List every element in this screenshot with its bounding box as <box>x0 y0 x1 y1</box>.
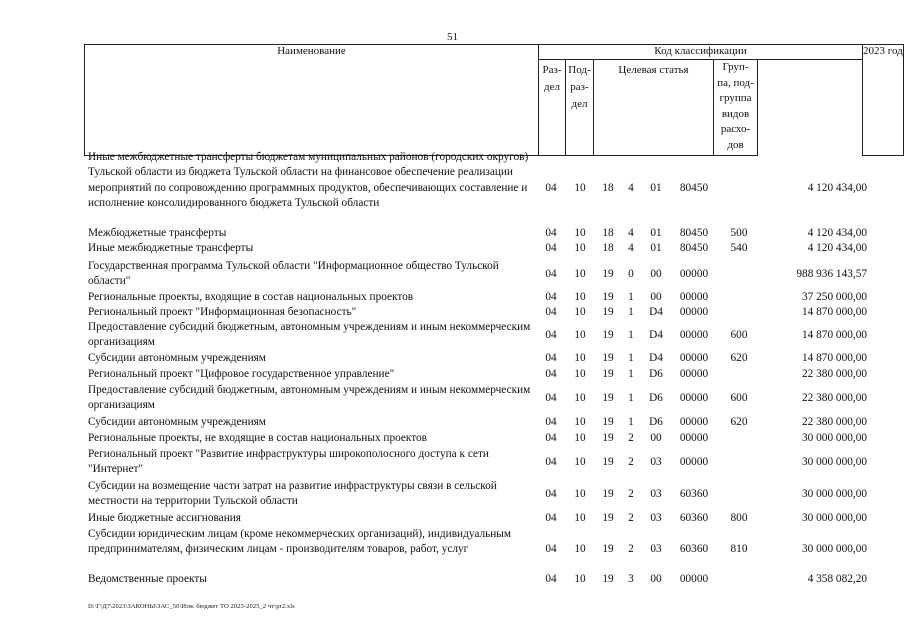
code-r: 04 <box>545 328 557 341</box>
code-b: 4 <box>628 181 634 194</box>
code-pr: 10 <box>574 416 586 428</box>
code-c: 01 <box>650 227 662 239</box>
file-path-footer: D:\Г\Д7\2023\ЗАКОНЫ\ЗАС_50\Изм. бюджет ТО 2023-2025_2 чт\pr2.xls <box>88 603 295 610</box>
code-b: 2 <box>628 512 634 524</box>
row-name: Региональные проекты, не входящие в состав национальных проектов <box>88 432 428 444</box>
row-name: Ведомственные проекты <box>88 573 207 585</box>
code-c: D6 <box>649 368 663 380</box>
code-r: 04 <box>545 573 557 585</box>
code-a: 19 <box>602 487 614 500</box>
table-row <box>0 431 905 446</box>
code-r: 04 <box>545 432 557 444</box>
code-c: D4 <box>649 306 663 318</box>
table-row <box>0 226 905 241</box>
table-row <box>0 511 905 526</box>
header-target: Целевая статья <box>594 60 714 156</box>
code-pr: 10 <box>574 543 586 556</box>
row-name: Региональные проекты, входящие в состав национальных проектов <box>88 291 414 303</box>
code-c: 00 <box>650 291 662 303</box>
row-name: Региональный проект "Развитие инфраструктуры широкополосного доступа к сети "Интернет" <box>88 448 489 476</box>
code-c: 01 <box>650 181 662 194</box>
code-r: 04 <box>545 227 557 239</box>
amount: 30 000 000,00 <box>802 543 867 556</box>
code-a: 19 <box>602 368 614 380</box>
header-razdel: Раз- дел <box>539 60 566 156</box>
code-pr: 10 <box>574 328 586 341</box>
code-pr: 10 <box>574 487 586 500</box>
code-a: 19 <box>602 512 614 524</box>
code-a: 19 <box>602 291 614 303</box>
table-row <box>0 479 905 510</box>
code-d: 00000 <box>679 573 709 585</box>
code-pr: 10 <box>574 352 586 364</box>
code-g: 620 <box>730 416 748 428</box>
table-row <box>0 290 905 305</box>
code-d: 00000 <box>679 328 709 341</box>
code-pr: 10 <box>574 306 586 318</box>
code-a: 19 <box>602 306 614 318</box>
amount: 4 120 434,00 <box>807 181 867 194</box>
code-pr: 10 <box>574 291 586 303</box>
amount: 30 000 000,00 <box>802 487 867 500</box>
code-c: 00 <box>650 267 662 280</box>
code-b: 1 <box>628 352 634 364</box>
code-pr: 10 <box>574 455 586 468</box>
code-c: 00 <box>650 432 662 444</box>
table-header <box>84 44 904 156</box>
code-d: 60360 <box>679 543 709 556</box>
table-row <box>0 415 905 430</box>
code-r: 04 <box>545 368 557 380</box>
amount: 30 000 000,00 <box>802 512 867 524</box>
table-row <box>0 383 905 414</box>
code-b: 1 <box>628 368 634 380</box>
code-g: 500 <box>730 227 748 239</box>
amount: 22 380 000,00 <box>802 368 867 380</box>
code-g: 540 <box>730 242 748 254</box>
code-g: 600 <box>730 328 748 341</box>
code-r: 04 <box>545 242 557 254</box>
code-d: 00000 <box>679 455 709 468</box>
code-a: 19 <box>602 416 614 428</box>
table-row <box>0 241 905 256</box>
code-d: 60360 <box>679 487 709 500</box>
code-b: 0 <box>628 267 634 280</box>
code-b: 1 <box>628 291 634 303</box>
row-name: Региональный проект "Цифровое государственное управление" <box>88 368 395 380</box>
code-d: 00000 <box>679 352 709 364</box>
code-d: 00000 <box>679 291 709 303</box>
code-d: 00000 <box>679 267 709 280</box>
code-g: 810 <box>730 543 748 556</box>
code-b: 2 <box>628 487 634 500</box>
code-c: D4 <box>649 328 663 341</box>
header-year: 2023 год <box>863 45 904 156</box>
code-c: 03 <box>650 487 662 500</box>
code-d: 00000 <box>679 368 709 380</box>
code-a: 18 <box>602 227 614 239</box>
code-b: 4 <box>628 242 634 254</box>
code-b: 4 <box>628 227 634 239</box>
code-a: 19 <box>602 455 614 468</box>
code-a: 19 <box>602 352 614 364</box>
code-d: 80450 <box>679 181 709 194</box>
code-pr: 10 <box>574 432 586 444</box>
row-name: Субсидии автономным учреждениям <box>88 416 266 428</box>
amount: 4 358 082,20 <box>807 573 867 585</box>
code-pr: 10 <box>574 573 586 585</box>
code-d: 60360 <box>679 512 709 524</box>
amount: 30 000 000,00 <box>802 432 867 444</box>
amount: 22 380 000,00 <box>802 416 867 428</box>
amount: 14 870 000,00 <box>802 306 867 318</box>
code-b: 1 <box>628 306 634 318</box>
row-name: Межбюджетные трансферты <box>88 227 227 239</box>
code-b: 1 <box>628 328 634 341</box>
table-row <box>0 367 905 382</box>
amount: 4 120 434,00 <box>807 242 867 254</box>
row-name: Иные межбюджетные трансферты бюджетам муниципальных районов (городских округов) Тульской области из бюджета Тульской области на финансовое обеспечение реализации мероприятий по сопровождению программных продуктов, обеспечивающих составление и исполнение консолидированного бюджета Тульской области <box>88 151 529 209</box>
code-r: 04 <box>545 352 557 364</box>
code-c: 03 <box>650 455 662 468</box>
code-d: 80450 <box>679 242 709 254</box>
code-pr: 10 <box>574 267 586 280</box>
code-b: 1 <box>628 416 634 428</box>
code-g: 600 <box>730 391 748 404</box>
header-group: Груп- па, под- группа видов расхо- дов <box>714 60 758 156</box>
code-r: 04 <box>545 391 557 404</box>
code-a: 19 <box>602 543 614 556</box>
code-c: D6 <box>649 416 663 428</box>
table-row <box>0 572 905 587</box>
table-row <box>0 447 905 478</box>
code-pr: 10 <box>574 512 586 524</box>
code-pr: 10 <box>574 242 586 254</box>
code-g: 800 <box>730 512 748 524</box>
code-r: 04 <box>545 306 557 318</box>
code-pr: 10 <box>574 391 586 404</box>
table-row <box>0 150 905 227</box>
code-d: 80450 <box>679 227 709 239</box>
table-row <box>0 320 905 351</box>
code-d: 00000 <box>679 306 709 318</box>
table-row <box>0 305 905 320</box>
row-name: Государственная программа Тульской области "Информационное общество Тульской области" <box>88 260 499 288</box>
code-a: 19 <box>602 573 614 585</box>
code-b: 2 <box>628 543 634 556</box>
amount: 14 870 000,00 <box>802 352 867 364</box>
code-r: 04 <box>545 267 557 280</box>
code-b: 3 <box>628 573 634 585</box>
amount: 37 250 000,00 <box>802 291 867 303</box>
code-b: 2 <box>628 432 634 444</box>
code-a: 18 <box>602 181 614 194</box>
code-r: 04 <box>545 291 557 303</box>
code-a: 19 <box>602 267 614 280</box>
amount: 30 000 000,00 <box>802 455 867 468</box>
code-g: 620 <box>730 352 748 364</box>
code-a: 19 <box>602 391 614 404</box>
amount: 4 120 434,00 <box>807 227 867 239</box>
code-c: 00 <box>650 573 662 585</box>
code-r: 04 <box>545 512 557 524</box>
table-row <box>0 351 905 366</box>
code-b: 1 <box>628 391 634 404</box>
row-name: Иные межбюджетные трансферты <box>88 242 254 254</box>
code-b: 2 <box>628 455 634 468</box>
amount: 22 380 000,00 <box>802 391 867 404</box>
code-d: 00000 <box>679 416 709 428</box>
table-row <box>0 527 905 573</box>
code-r: 04 <box>545 543 557 556</box>
row-name: Предоставление субсидий бюджетным, автономным учреждениям и иным некоммерческим организациям <box>88 321 531 349</box>
code-d: 00000 <box>679 432 709 444</box>
code-r: 04 <box>545 416 557 428</box>
code-d: 00000 <box>679 391 709 404</box>
code-a: 19 <box>602 328 614 341</box>
code-r: 04 <box>545 487 557 500</box>
row-name: Предоставление субсидий бюджетным, автономным учреждениям и иным некоммерческим организациям <box>88 384 531 412</box>
row-name: Иные бюджетные ассигнования <box>88 512 241 524</box>
row-name: Субсидии юридическим лицам (кроме некоммерческих организаций), индивидуальным предпринимателям, физическим лицам - производителям товаров, работ, услуг <box>88 528 512 556</box>
code-c: 01 <box>650 242 662 254</box>
row-name: Субсидии на возмещение части затрат на развитие инфраструктуры связи в сельской местности на территории Тульской области <box>88 480 497 508</box>
code-r: 04 <box>545 181 557 194</box>
code-c: 03 <box>650 543 662 556</box>
code-c: 03 <box>650 512 662 524</box>
row-name: Региональный проект "Информационная безопасность" <box>88 306 357 318</box>
code-a: 18 <box>602 242 614 254</box>
header-name: Наименование <box>85 45 539 156</box>
page-number: 51 <box>447 31 458 43</box>
code-pr: 10 <box>574 227 586 239</box>
code-pr: 10 <box>574 368 586 380</box>
amount: 14 870 000,00 <box>802 328 867 341</box>
code-r: 04 <box>545 455 557 468</box>
code-a: 19 <box>602 432 614 444</box>
table-row <box>0 259 905 290</box>
header-code: Код классификации <box>539 45 863 60</box>
header-podrazdel: Под- раз- дел <box>566 60 594 156</box>
code-c: D4 <box>649 352 663 364</box>
code-c: D6 <box>649 391 663 404</box>
code-pr: 10 <box>574 181 586 194</box>
amount: 988 936 143,57 <box>796 267 867 280</box>
row-name: Субсидии автономным учреждениям <box>88 352 266 364</box>
